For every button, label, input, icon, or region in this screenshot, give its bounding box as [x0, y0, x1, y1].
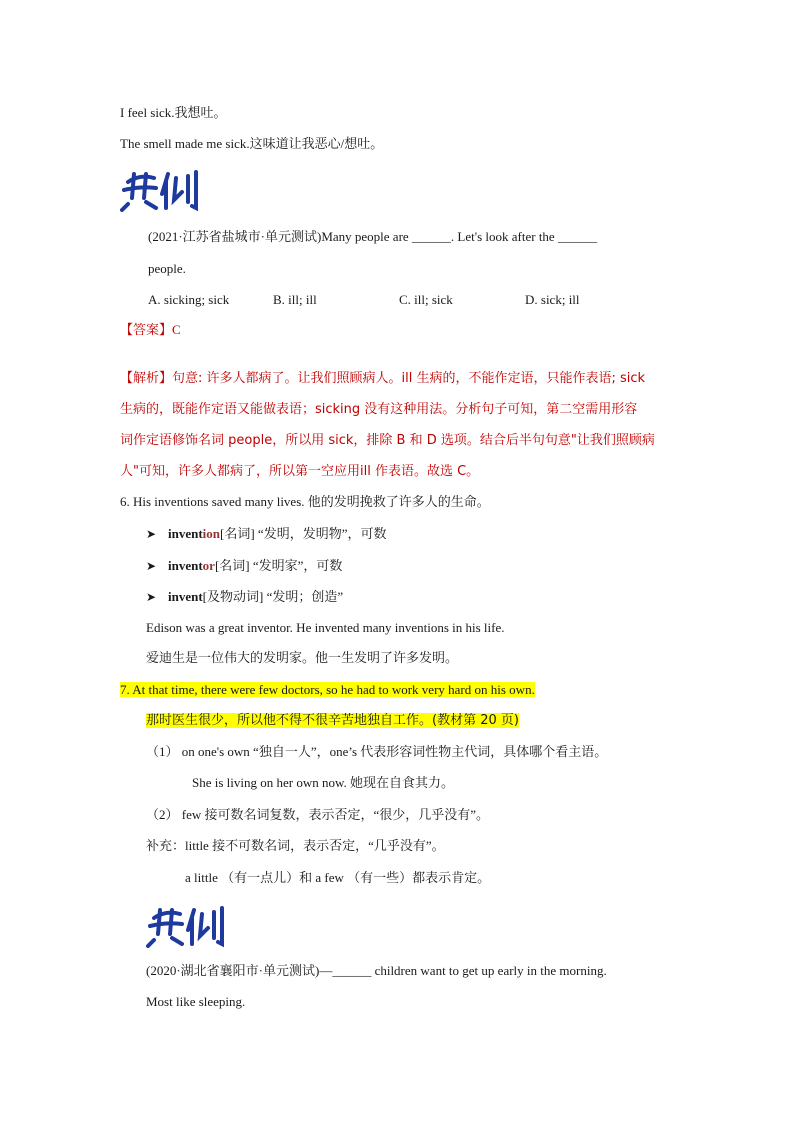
question-stem: (2021·江苏省盐城市·单元测试)Many people are ______. Let's look after the ______: [148, 229, 597, 244]
question-stem-cont: people.: [148, 261, 186, 276]
analysis-text: 人"可知，许多人都病了，所以第一空应用ill 作表语。故选 C。: [120, 464, 480, 479]
supplement-2: a little （有一点儿）和 a few （有一些）都表示肯定。: [185, 870, 491, 885]
arrow-bullet-icon: ➤: [146, 527, 157, 541]
option-c: C. ill; sick: [399, 292, 453, 307]
option-d: D. sick; ill: [525, 292, 580, 307]
analysis-tag: 【解析】: [120, 371, 173, 386]
answer-line: [120, 321, 181, 340]
answer-value: C: [172, 322, 181, 337]
answer-tag: 【答案】: [120, 323, 173, 338]
bullet-item: ➤ inventor[名词] “发明家”，可数: [146, 558, 343, 573]
point-1-example: She is living on her own now. 她现在自食其力。: [192, 775, 455, 790]
analysis-line: [120, 369, 645, 388]
option-b: B. ill; ill: [273, 292, 317, 307]
option-a: A. sicking; sick: [148, 292, 230, 307]
item-7-title: 7. At that time, there were few doctors, so he had to work very hard on his own.: [120, 682, 535, 697]
text-line: The smell made me sick.这味道让我恶心/想吐。: [120, 136, 384, 151]
point-1: （1） on one's own “独自一人”，one’s 代表形容词性物主代词，具体哪个看主语。: [146, 744, 608, 759]
arrow-bullet-icon: ➤: [146, 559, 157, 573]
question-stem-cont: Most like sleeping.: [146, 994, 246, 1009]
item-6-title: 6. His inventions saved many lives. 他的发明挽救了许多人的生命。: [120, 494, 490, 509]
item-7-translation: 那时医生很少，所以他不得不很辛苦地独自工作。(教材第 20 页): [146, 713, 519, 728]
example-translation: 爱迪生是一位伟大的发明家。他一生发明了许多发明。: [146, 651, 459, 666]
text-line: I feel sick.我想吐。: [120, 105, 227, 120]
analysis-text: 词作定语修饰名词 people，所以用 sick，排除 B 和 D 选项。结合后半句句意"让我们照顾病: [120, 433, 655, 448]
bullet-item: ➤ invent[及物动词] “发明；创造”: [146, 589, 344, 604]
analysis-text: 生病的，既能作定语又能做表语；sicking 没有这种用法。分析句子可知，第二空需用形容: [120, 402, 638, 417]
analysis-text: 句意: 许多人都病了。让我们照顾病人。ill 生病的，不能作定语，只能作表语; sick: [172, 371, 646, 386]
point-2: （2） few 接可数名词复数，表示否定，“很少，几乎没有”。: [146, 807, 490, 822]
example-logo: [146, 904, 228, 948]
question-stem: (2020·湖北省襄阳市·单元测试)—______ children want to get up early in the morning.: [146, 963, 607, 978]
bullet-item: ➤ invention[名词] “发明，发明物”，可数: [146, 526, 387, 541]
example-logo: [120, 168, 202, 212]
supplement: 补充：little 接不可数名词，表示否定，“几乎没有”。: [146, 838, 445, 853]
arrow-bullet-icon: ➤: [146, 590, 157, 604]
example-sentence: Edison was a great inventor. He invented many inventions in his life.: [146, 620, 505, 635]
